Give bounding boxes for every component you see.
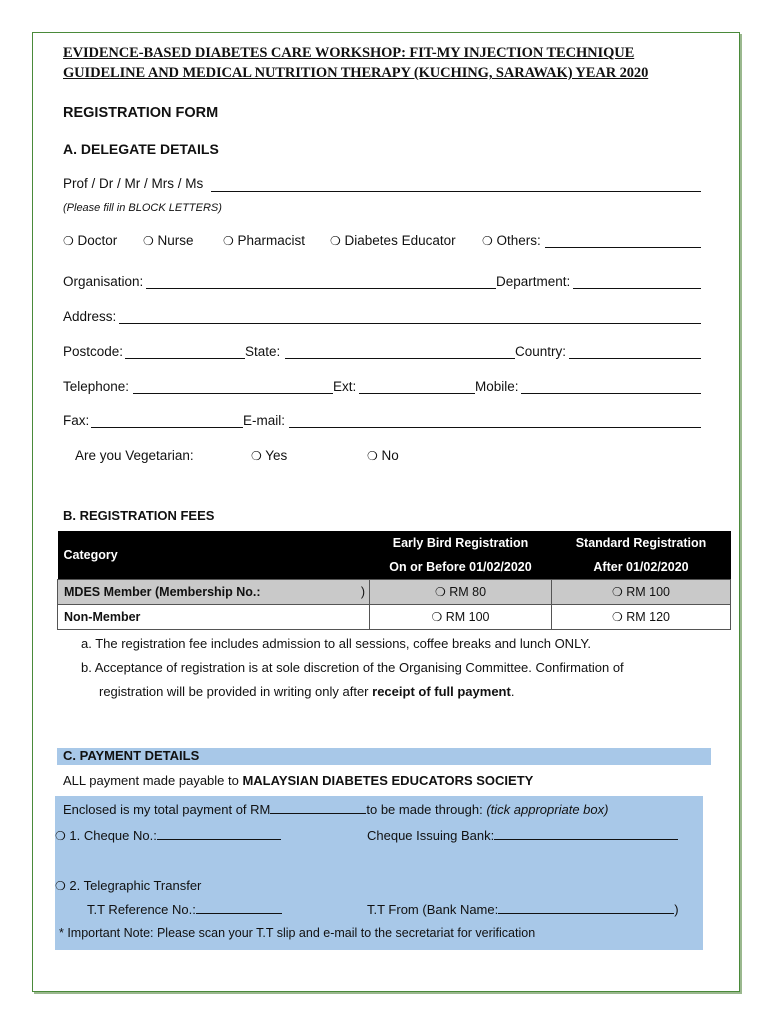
country-field[interactable] [569, 358, 701, 359]
radio-icon: ❍ [611, 585, 623, 599]
header-early-bird-line2: On or Before 01/02/2020 [389, 560, 532, 574]
tt-from-row [367, 902, 679, 917]
salutation-label: Prof / Dr / Mr / Mrs / Ms [63, 176, 204, 191]
workshop-title-line1: EVIDENCE-BASED DIABETES CARE WORKSHOP: FIT-MY INJECTION TECHNIQUE [63, 45, 635, 61]
payment-tt-option[interactable] [55, 878, 201, 893]
radio-icon: ❍ [55, 829, 66, 843]
workshop-title-line2: GUIDELINE AND MEDICAL NUTRITION THERAPY (KUCHING, SARAWAK) YEAR 2020 [63, 65, 649, 81]
row-nonmember-category: Non-Member [58, 605, 370, 630]
cheque-bank-label: Cheque Issuing Bank: [367, 828, 495, 843]
radio-icon: ❍ [482, 234, 493, 248]
radio-icon: ❍ [223, 234, 234, 248]
nonmember-early-bird-option[interactable] [370, 605, 552, 630]
profession-pharmacist-label: Pharmacist [237, 233, 306, 248]
payment-amount-field[interactable] [270, 813, 366, 814]
nonmember-standard-option[interactable] [552, 605, 731, 630]
profession-others-label: Others: [496, 233, 541, 248]
table-header-row [58, 531, 731, 580]
mdes-standard-price: RM 100 [626, 585, 671, 599]
header-early-bird [370, 531, 552, 580]
mdes-closing-paren: ) [360, 585, 365, 599]
mdes-category-label: MDES Member (Membership No.: [64, 585, 261, 599]
ext-label: Ext: [333, 379, 357, 394]
vegetarian-no-label: No [381, 448, 399, 463]
tt-reference-label: T.T Reference No.: [87, 902, 196, 917]
radio-icon: ❍ [611, 610, 623, 624]
nonmember-standard-price: RM 120 [626, 610, 671, 624]
note-b-bold: receipt of full payment [372, 684, 511, 699]
fee-note-a: a. The registration fee includes admission to all sessions, coffee breaks and lunch ONLY. [81, 636, 591, 651]
important-note: * Important Note: Please scan your T.T slip and e-mail to the secretariat for verification [59, 926, 536, 940]
enclosed-payment-label [63, 802, 608, 817]
state-field[interactable] [285, 358, 515, 359]
table-row [58, 605, 731, 630]
vegetarian-label: Are you Vegetarian: [75, 448, 194, 463]
radio-icon: ❍ [434, 585, 446, 599]
enclosed-mid-text: to be made through: [366, 802, 487, 817]
fee-note-b-line2 [99, 684, 514, 699]
section-b-heading: B. REGISTRATION FEES [63, 508, 215, 523]
email-field[interactable] [289, 427, 701, 428]
table-row [58, 580, 731, 605]
telephone-field[interactable] [133, 393, 333, 394]
radio-icon: ❍ [431, 610, 443, 624]
header-standard [552, 531, 731, 580]
mobile-label: Mobile: [475, 379, 519, 394]
cheque-label: 1. Cheque No.: [69, 828, 157, 843]
header-early-bird-line1: Early Bird Registration [392, 536, 529, 550]
tt-from-close: ) [674, 902, 679, 917]
cheque-bank-row [367, 828, 678, 843]
mdes-early-bird-price: RM 80 [449, 585, 487, 599]
header-standard-line2: After 01/02/2020 [593, 560, 689, 574]
header-category: Category [58, 531, 370, 580]
section-c-heading: C. PAYMENT DETAILS [63, 748, 200, 763]
profession-others-option[interactable] [482, 233, 541, 248]
telephone-label: Telephone: [63, 379, 130, 394]
tt-bank-name-field[interactable] [498, 913, 674, 914]
profession-doctor-label: Doctor [77, 233, 118, 248]
radio-icon: ❍ [330, 234, 341, 248]
fax-label: Fax: [63, 413, 90, 428]
note-b-text: registration will be provided in writing only after [99, 684, 373, 699]
registration-fees-table [57, 531, 731, 630]
vegetarian-no-option[interactable] [367, 448, 399, 463]
country-label: Country: [515, 344, 567, 359]
row-mdes-category [58, 580, 370, 605]
department-field[interactable] [573, 288, 701, 289]
header-standard-line1: Standard Registration [575, 536, 707, 550]
nonmember-early-bird-price: RM 100 [445, 610, 490, 624]
profession-diabetes-educator-label: Diabetes Educator [344, 233, 456, 248]
block-letters-hint: (Please fill in BLOCK LETTERS) [63, 202, 222, 214]
radio-icon: ❍ [143, 234, 154, 248]
profession-nurse-option[interactable] [143, 233, 194, 248]
profession-nurse-label: Nurse [157, 233, 194, 248]
tt-reference-row [87, 902, 282, 917]
state-label: State: [245, 344, 281, 359]
mdes-standard-option[interactable] [552, 580, 731, 605]
vegetarian-yes-label: Yes [265, 448, 288, 463]
cheque-number-field[interactable] [157, 839, 281, 840]
others-field[interactable] [545, 247, 701, 248]
payable-to-label: ALL payment made payable to [63, 773, 243, 788]
department-label: Department: [496, 274, 571, 289]
note-b-period: . [510, 684, 515, 699]
radio-icon: ❍ [251, 449, 262, 463]
payment-details-box [55, 796, 703, 950]
organisation-label: Organisation: [63, 274, 144, 289]
name-field[interactable] [211, 191, 701, 192]
payment-cheque-option[interactable] [55, 828, 281, 843]
address-field[interactable] [119, 323, 701, 324]
organisation-field[interactable] [146, 288, 496, 289]
profession-pharmacist-option[interactable] [223, 233, 305, 248]
registration-form-page [32, 32, 740, 992]
form-title: REGISTRATION FORM [63, 105, 219, 121]
radio-icon: ❍ [63, 234, 74, 248]
tick-box-hint: (tick appropriate box) [486, 802, 609, 817]
profession-doctor-option[interactable] [63, 233, 117, 248]
telegraphic-transfer-label: 2. Telegraphic Transfer [69, 878, 202, 893]
email-label: E-mail: [243, 413, 286, 428]
payee-name: MALAYSIAN DIABETES EDUCATORS SOCIETY [242, 773, 534, 788]
postcode-label: Postcode: [63, 344, 124, 359]
profession-diabetes-educator-option[interactable] [330, 233, 456, 248]
fax-field[interactable] [91, 427, 243, 428]
payable-to-text [63, 773, 533, 788]
ext-field[interactable] [359, 393, 475, 394]
mobile-field[interactable] [521, 393, 701, 394]
cheque-bank-field[interactable] [494, 839, 678, 840]
tt-reference-field[interactable] [196, 913, 282, 914]
vegetarian-yes-option[interactable] [251, 448, 287, 463]
section-c-heading-bar [57, 748, 711, 765]
mdes-early-bird-option[interactable] [370, 580, 552, 605]
section-a-heading: A. DELEGATE DETAILS [63, 141, 219, 157]
fee-note-b-line1: b. Acceptance of registration is at sole discretion of the Organising Committee. Confirmation of [81, 660, 624, 675]
postcode-field[interactable] [125, 358, 245, 359]
tt-from-label: T.T From (Bank Name: [367, 902, 499, 917]
address-label: Address: [63, 309, 117, 324]
enclosed-pre-text: Enclosed is my total payment of RM [63, 802, 271, 817]
radio-icon: ❍ [55, 879, 66, 893]
radio-icon: ❍ [367, 449, 378, 463]
